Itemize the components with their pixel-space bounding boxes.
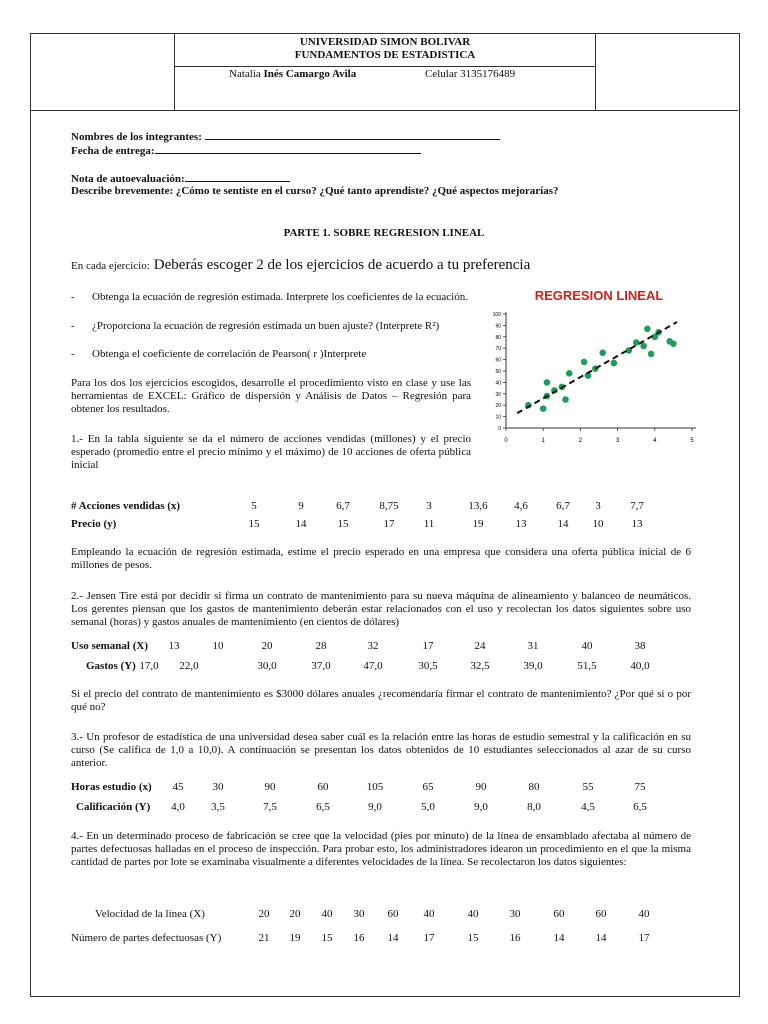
- ex2-row2-cell: 17,0: [139, 660, 159, 672]
- ex4-row2-cell: 14: [387, 932, 399, 944]
- ex1-row2-cell: 14: [557, 518, 569, 530]
- ex4-row1-cell: 40: [321, 908, 333, 920]
- chart-y-tick-label: 90: [495, 323, 501, 330]
- ex4-row2-cell: 14: [553, 932, 565, 944]
- ex4-row2-cell: 21: [258, 932, 270, 944]
- ex1-row2-cell: 15: [337, 518, 349, 530]
- ex3-row1-cell: 45: [172, 781, 184, 793]
- chart-y-tick-label: 40: [495, 380, 501, 387]
- ex2-row1-cell: 24: [474, 640, 486, 652]
- ex2-row1-cell: 17: [422, 640, 434, 652]
- ex2-row2-cell: 32,5: [470, 660, 490, 672]
- ex1-row1-cell: 7,7: [630, 500, 644, 512]
- ex2-row1-cell: 10: [212, 640, 224, 652]
- ex3-row1-label: Horas estudio (x): [71, 781, 152, 793]
- ex2-row2-cell: 30,5: [418, 660, 438, 672]
- university-title: UNIVERSIDAD SIMON BOLIVAR: [299, 36, 471, 48]
- parte1-title: PARTE 1. SOBRE REGRESION LINEAL: [283, 227, 485, 239]
- ex4-row1-cell: 30: [353, 908, 365, 920]
- ex2-row1-cell: 28: [315, 640, 327, 652]
- ex4-text: 4.- En un determinado proceso de fabricación se cree que la velocidad (pies por minuto) de la línea de ensamblado afectaba al número de partes defectuosas halladas en el proceso de inspección. Para probar esto, los administradores idearon un procedimiento en el que la misma cantidad de partes por lote se examinaba visualmente a diferentes velocidades de la línea. Se recolectaron los datos siguientes:: [71, 830, 691, 868]
- ex3-row1-cell: 90: [264, 781, 276, 793]
- ex4-row1-cell: 60: [595, 908, 607, 920]
- chart-point: [648, 351, 655, 358]
- ex2-row2-cell: 40,0: [630, 660, 650, 672]
- ex4-row1-cell: 60: [553, 908, 565, 920]
- ex1-question: Empleando la ecuación de regresión estimada, estime el precio esperado en una empresa que considera una oferta pública inicial de 6 millones de pesos.: [71, 546, 691, 571]
- ex2-row1-label: Uso semanal (X): [71, 640, 148, 652]
- ex3-row1-cell: 55: [582, 781, 594, 793]
- chart-y-tick-label: 30: [495, 391, 501, 398]
- chart-trendline: [517, 322, 677, 413]
- bullet-dash-3: -: [71, 348, 75, 360]
- chart-y-tick-label: 100: [492, 312, 501, 318]
- chart-point: [640, 343, 647, 350]
- ex2-text: 2.- Jensen Tire está por decidir si firma un contrato de mantenimiento para su nueva máquina de alineamiento y balanceo de neumáticos. Los gerentes piensan que los gastos de mantenimiento deberán estar relacionados con el uso y recolectan los datos siguientes sobre uso semanal (horas) y gastos anuales de mantenimiento (en cientos de dólares): [71, 590, 691, 628]
- ex4-row1-cell: 20: [258, 908, 270, 920]
- chart-x-tick-label: 0: [504, 438, 508, 444]
- chart-point: [566, 370, 573, 377]
- ex1-row2-label: Precio (y): [71, 518, 117, 530]
- ex1-row1-cell: 13,6: [468, 500, 488, 512]
- ex1-row2-cell: 10: [592, 518, 604, 530]
- ex3-row1-cell: 75: [634, 781, 646, 793]
- chart-point: [644, 326, 651, 333]
- ex4-row1-label: Velocidad de la línea (X): [95, 908, 205, 920]
- chart-y-tick-label: 50: [495, 369, 501, 375]
- ex3-row2-cell: 3,5: [211, 801, 225, 813]
- ex1-row2-cell: 19: [472, 518, 484, 530]
- ex2-row2-cell: 22,0: [179, 660, 199, 672]
- ex4-row2-cell: 17: [638, 932, 650, 944]
- ex3-row2-cell: 8,0: [527, 801, 541, 813]
- ex4-row2-cell: 15: [321, 932, 333, 944]
- bullet-dash-2: -: [71, 320, 75, 332]
- header-right-cell: [595, 33, 739, 110]
- ex3-text: 3.- Un profesor de estadística de una universidad desea saber cuál es la relación entre las horas de estudio semestral y la calificación en su curso (Se califica de 1,0 a 10,0). A continuación se presentan los datos obtenidos de 10 estudiantes seleccionados al azar de su curso anterior.: [71, 731, 691, 769]
- ex3-row1-cell: 60: [317, 781, 329, 793]
- ex4-row1-cell: 40: [423, 908, 435, 920]
- chart-x-tick-label: 2: [578, 438, 583, 444]
- chart-point: [544, 379, 551, 386]
- chart-title: REGRESION LINEAL: [534, 288, 664, 303]
- ex2-row2-cell: 30,0: [257, 660, 277, 672]
- ex3-row1-cell: 105: [366, 781, 384, 793]
- chart-point: [599, 349, 606, 356]
- bullet-1: Obtenga la ecuación de regresión estimada. Interprete los coeficientes de la ecuación.: [92, 291, 468, 303]
- ex3-row2-cell: 9,0: [474, 801, 488, 813]
- ex3-row1-cell: 80: [528, 781, 540, 793]
- ex1-row2-cell: 17: [383, 518, 395, 530]
- ex3-row2-cell: 9,0: [368, 801, 382, 813]
- teacher-phone: Celular 3135176489: [425, 68, 516, 80]
- ex3-row1-cell: 30: [212, 781, 224, 793]
- header-logo-cell: [30, 33, 175, 110]
- header-table: [30, 33, 738, 111]
- ex3-row2-cell: 7,5: [263, 801, 277, 813]
- ex1-row1-cell: 5: [251, 500, 257, 512]
- chart-y-tick-label: 70: [495, 346, 501, 353]
- integrantes-field: Nombres de los integrantes:: [71, 130, 500, 143]
- ex1-row1-cell: 4,6: [514, 500, 528, 512]
- ex1-row2-cell: 11: [423, 518, 435, 530]
- ex4-row2-cell: 15: [467, 932, 479, 944]
- ex2-question: Si el precio del contrato de mantenimiento es $3000 dólares anuales ¿recomendaría firmar el contrato de mantenimiento? ¿Por qué si o por qué no?: [71, 688, 691, 713]
- ex3-row2-label: Calificación (Y): [76, 801, 151, 813]
- chart-y-tick-label: 20: [495, 403, 501, 410]
- ex1-text: 1.- En la tabla siguiente se da el número de acciones vendidas (millones) y el precio esperado (promedio entre el precio mínimo y el máximo) de 10 acciones de oferta pública inicial: [71, 433, 471, 471]
- ex1-row1-cell: 3: [595, 500, 601, 512]
- instruction: En cada ejercicio: Deberás escoger 2 de los ejercicios de acuerdo a tu preferencia: [71, 257, 531, 273]
- ex2-row1-cell: 40: [581, 640, 593, 652]
- ex1-row2-cell: 13: [631, 518, 643, 530]
- bullet-dash-1: -: [71, 291, 75, 303]
- chart-point: [611, 360, 618, 367]
- chart-y-tick-label: 80: [495, 334, 501, 341]
- fecha-field: Fecha de entrega:: [71, 144, 421, 157]
- ex1-row1-cell: 9: [298, 500, 304, 512]
- ex1-row1-cell: 6,7: [336, 500, 350, 512]
- ex4-row1-cell: 40: [638, 908, 650, 920]
- chart-point: [633, 339, 640, 346]
- chart-x-tick-label: 4: [653, 438, 657, 444]
- excel-paragraph: Para los dos los ejercicios escogidos, desarrolle el procedimiento visto en clase y use las herramientas de EXCEL: Gráfico de dispersión y Análisis de Datos – Regresión para obtener los resultados.: [71, 377, 471, 415]
- chart-point: [562, 396, 569, 403]
- ex3-row2-cell: 6,5: [633, 801, 647, 813]
- ex1-row1-cell: 3: [426, 500, 432, 512]
- chart-x-tick-label: 1: [541, 438, 545, 444]
- ex4-row1-cell: 30: [509, 908, 521, 920]
- ex3-row2-cell: 5,0: [421, 801, 435, 813]
- ex2-row1-cell: 38: [634, 640, 646, 652]
- ex4-row2-label: Número de partes defectuosas (Y): [71, 932, 222, 944]
- ex3-row1-cell: 65: [422, 781, 434, 793]
- teacher-name: Natalia Inés Camargo Avila: [229, 68, 357, 80]
- ex2-row2-cell: 37,0: [311, 660, 331, 672]
- chart-y-tick-label: 0: [498, 426, 501, 432]
- ex3-row2-cell: 4,5: [581, 801, 595, 813]
- ex2-row2-label: Gastos (Y): [86, 660, 136, 672]
- ex4-row1-cell: 20: [289, 908, 301, 920]
- ex3-row1-cell: 90: [475, 781, 487, 793]
- ex3-row2-cell: 6,5: [316, 801, 330, 813]
- chart-y-tick-label: 10: [495, 414, 501, 421]
- bullet-2: ¿Proporciona la ecuación de regresión estimada un buen ajuste? (Interprete R²): [92, 320, 440, 332]
- describe-prompt: Describe brevemente: ¿Cómo te sentiste en el curso? ¿Qué tanto aprendiste? ¿Qué aspectos mejorarías?: [71, 185, 559, 197]
- regression-chart: [484, 282, 704, 448]
- ex2-row1-cell: 32: [367, 640, 379, 652]
- chart-x-tick-label: 3: [615, 438, 620, 444]
- ex4-row2-cell: 14: [595, 932, 607, 944]
- header-title-cell: [175, 33, 595, 110]
- ex4-row2-cell: 19: [289, 932, 301, 944]
- ex2-row1-cell: 31: [527, 640, 539, 652]
- ex2-row2-cell: 47,0: [363, 660, 383, 672]
- bullet-3: Obtenga el coeficiente de correlación de Pearson( r )Interprete: [92, 348, 367, 360]
- ex1-row2-cell: 15: [248, 518, 260, 530]
- ex1-row2-cell: 13: [515, 518, 527, 530]
- ex1-row1-label: # Acciones vendidas (x): [71, 500, 181, 512]
- ex1-row1-cell: 6,7: [556, 500, 570, 512]
- chart-point: [540, 405, 547, 412]
- ex1-row2-cell: 14: [295, 518, 307, 530]
- ex3-row2-cell: 4,0: [171, 801, 185, 813]
- ex4-row2-cell: 16: [353, 932, 365, 944]
- course-title: FUNDAMENTOS DE ESTADISTICA: [294, 49, 476, 61]
- ex4-row2-cell: 17: [423, 932, 435, 944]
- ex4-row1-cell: 60: [387, 908, 399, 920]
- nota-field: Nota de autoevaluación:: [71, 172, 290, 185]
- chart-point: [581, 359, 588, 366]
- ex2-row1-cell: 13: [168, 640, 180, 652]
- ex2-row1-cell: 20: [261, 640, 273, 652]
- chart-point: [670, 340, 677, 347]
- ex4-row1-cell: 40: [467, 908, 479, 920]
- chart-y-tick-label: 60: [495, 357, 501, 364]
- ex2-row2-cell: 39,0: [523, 660, 543, 672]
- ex4-row2-cell: 16: [509, 932, 521, 944]
- chart-x-tick-label: 5: [690, 438, 694, 444]
- ex2-row2-cell: 51,5: [577, 660, 597, 672]
- ex1-row1-cell: 8,75: [379, 500, 399, 512]
